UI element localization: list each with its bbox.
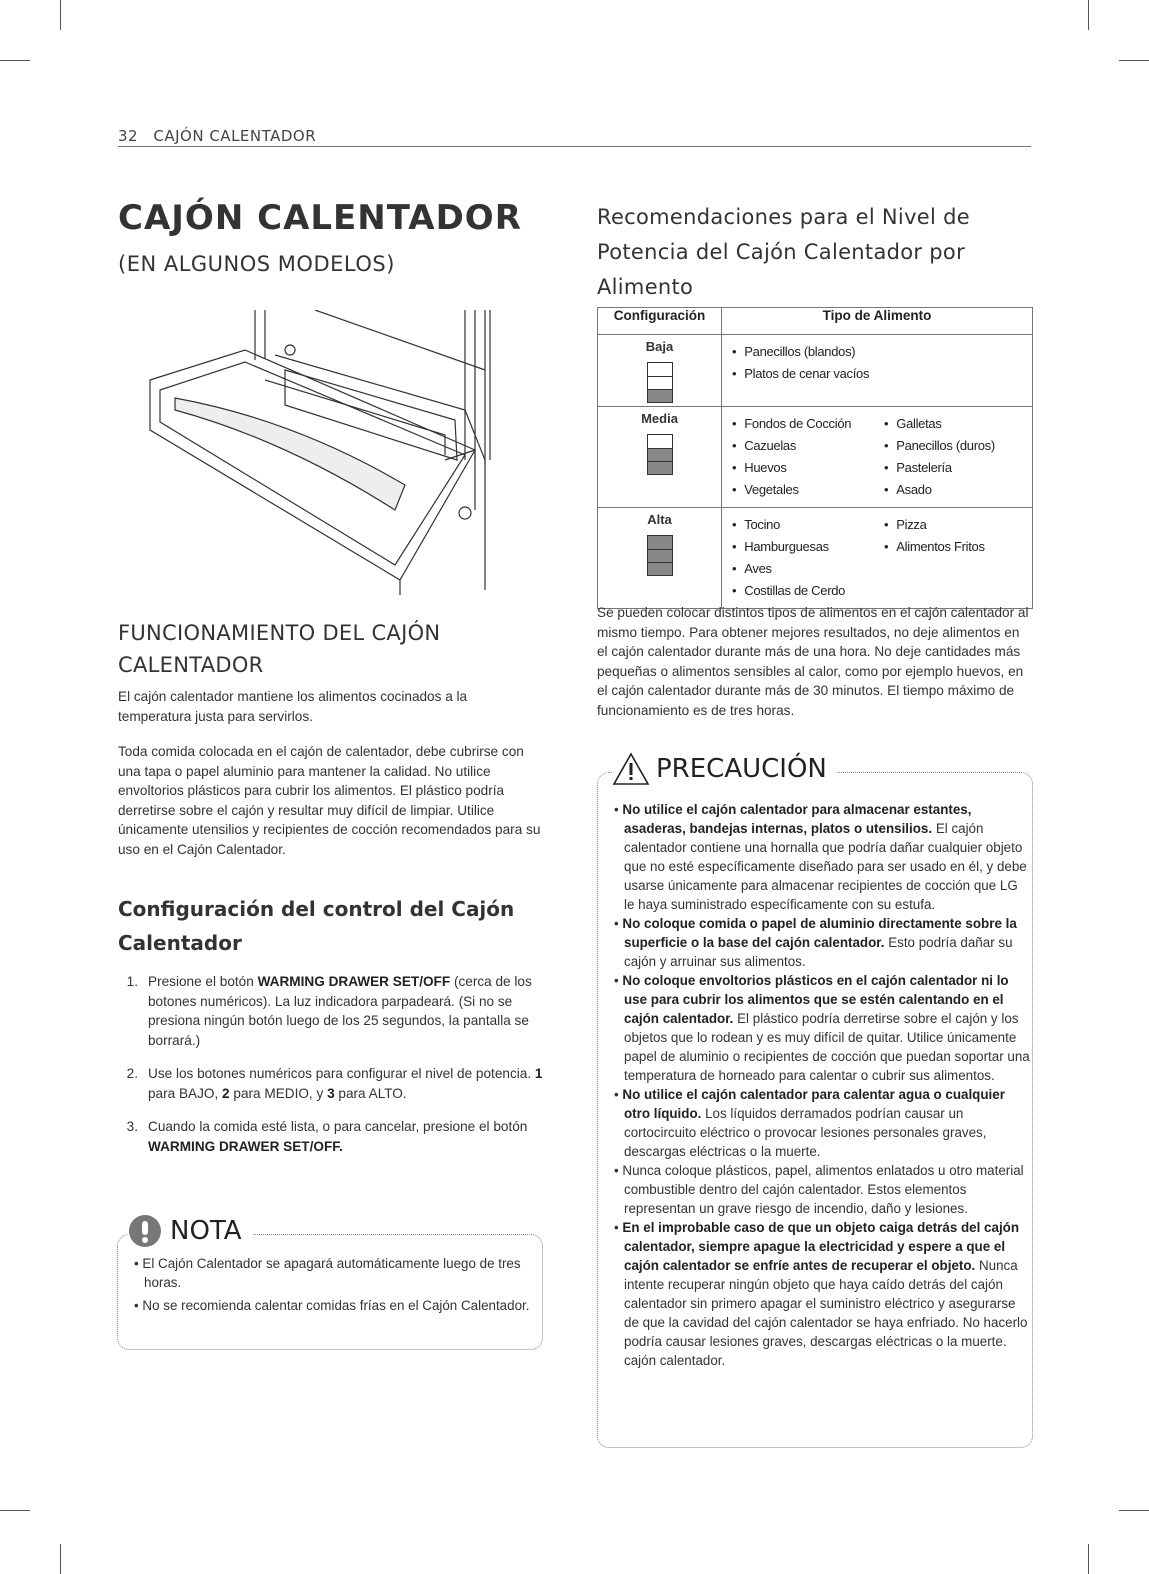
- food-item: • Costillas de Cerdo: [728, 580, 880, 602]
- page-subtitle: (EN ALGUNOS MODELOS): [118, 252, 395, 276]
- page-header: [118, 127, 1031, 147]
- crop-mark: [60, 1544, 61, 1574]
- food-list: [880, 413, 1032, 501]
- power-level-cell: [598, 407, 722, 508]
- precaucion-item-bold: No coloque comida o papel de aluminio directamente sobre la superficie o la base del cajón calentador.: [622, 916, 1017, 950]
- nota-title: NOTA: [170, 1216, 242, 1246]
- food-item: • Pizza: [880, 514, 1032, 536]
- funcionamiento-paragraph-2: Toda comida colocada en el cajón de calentador, debe cubrirse con una tapa o papel aluminio para mantener la calidad. No utilice envoltorios plásticos para cubrir los alimentos. El plástico podría derretirse sobre el cajón y resultar muy difícil de limpiar. Utilice únicamente utensilios y recipientes de cocción recomendados para su uso en el Cajón Calentador.: [118, 744, 541, 857]
- precaucion-list: [612, 800, 1030, 1370]
- precaucion-item-bold: En el improbable caso de que un objeto caiga detrás del cajón calentador, siempre apague la electricidad y espere a que el cajón calentador se enfríe antes de recuperar el objeto.: [622, 1220, 1020, 1273]
- food-item: • Tocino: [728, 514, 880, 536]
- precaucion-item-text: Los líquidos derramados podrían causar un cortocircuito eléctrico o provocar lesiones personales graves, descargas eléctricas o la muerte.: [624, 1106, 987, 1159]
- nota-item: • El Cajón Calentador se apagará automáticamente luego de tres horas.: [132, 1254, 532, 1292]
- food-item: • Alimentos Fritos: [880, 536, 1032, 558]
- crop-mark: [1088, 1544, 1089, 1574]
- power-bar-segment: [648, 536, 672, 549]
- button-name: WARMING DRAWER SET/OFF.: [148, 1138, 343, 1154]
- key-number: 1: [534, 1066, 543, 1081]
- step-text-part: Use los botones numéricos para configurar el nivel de potencia.: [148, 1066, 535, 1081]
- precaucion-item-bold: No coloque envoltorios plásticos en el cajón calentador ni lo use para cubrir los alimentos que se estén calentando en el cajón calentador.: [622, 973, 1009, 1026]
- power-level-label: Alta: [647, 512, 672, 527]
- warming-drawer-illustration: [145, 310, 515, 595]
- food-item: • Cazuelas: [728, 435, 880, 457]
- food-item: • Hamburguesas: [728, 536, 880, 558]
- crop-mark: [60, 0, 61, 30]
- crop-mark: [1119, 1510, 1149, 1511]
- power-bar-segment: [648, 461, 672, 474]
- food-type-cell: [722, 407, 1033, 508]
- food-item: • Huevos: [728, 457, 880, 479]
- exclamation-circle-icon: [128, 1214, 162, 1248]
- food-list: [728, 341, 880, 385]
- table-row: [598, 335, 1033, 407]
- page-title: CAJÓN CALENTADOR: [118, 198, 522, 238]
- precaucion-item-bold: No utilice el cajón calentador para calentar agua o cualquier otro líquido.: [622, 1087, 1005, 1121]
- food-item: • Pastelería: [880, 457, 1032, 479]
- step-number: 3.: [126, 1119, 138, 1134]
- table-row: [598, 508, 1033, 609]
- step-item: [118, 1117, 543, 1156]
- power-bar-segment: [648, 448, 672, 461]
- food-item: • Fondos de Cocción: [728, 413, 880, 435]
- step-text: [148, 972, 543, 1050]
- food-type-cell: [722, 335, 1033, 407]
- nota-list: [132, 1254, 532, 1315]
- step-text: [148, 1117, 543, 1156]
- precaucion-item-text: Nunca intente recuperar ningún objeto que haya caído detrás del cajón calentador sin primero apagar el suministro eléctrico y asegurarse de que la cavidad del cajón calentador se haya enfriado. No hacerlo podría causar lesiones graves, descargas eléctricas o la muerte. cajón calentador.: [624, 1258, 1028, 1368]
- table-row: [598, 407, 1033, 508]
- column-header-configuracion: Configuración: [598, 308, 722, 335]
- power-level-cell: [598, 508, 722, 609]
- food-list: [880, 514, 1032, 602]
- food-list: [728, 514, 880, 602]
- step-text-part: para ALTO.: [334, 1085, 407, 1101]
- precaucion-title-wrap: [612, 752, 837, 786]
- step-text: [148, 1064, 543, 1103]
- food-item: • Asado: [880, 479, 1032, 501]
- precaucion-item: [612, 914, 1030, 971]
- precaucion-item-text: El plástico podría derretirse sobre el cajón y los objetos que lo rodean y es muy difícil de quitar. Utilice únicamente papel de aluminio o recipientes de cocción que puedan soportar una temperatura de horneado para calentar o cubrir sus alimentos.: [624, 1011, 1030, 1083]
- key-number: 3: [327, 1085, 335, 1101]
- column-header-tipo-alimento: Tipo de Alimento: [722, 308, 1033, 335]
- step-number: 2.: [126, 1066, 138, 1081]
- power-level-bars-icon: [647, 535, 673, 576]
- power-bar-segment: [648, 562, 672, 575]
- food-item: • Aves: [728, 558, 880, 580]
- step-text-part: para BAJO,: [148, 1085, 223, 1101]
- food-item: • Galletas: [880, 413, 1032, 435]
- funcionamiento-paragraph-1: El cajón calentador mantiene los alimentos cocinados a la temperatura justa para servirlos.: [118, 689, 468, 724]
- power-bar-segment: [648, 376, 672, 389]
- crop-mark: [0, 60, 30, 61]
- power-level-table: [597, 307, 1033, 609]
- recomendaciones-note: Se pueden colocar distintos tipos de alimentos en el cajón calentador al mismo tiempo. Para obtener mejores resultados, no deje alimentos en el cajón calentador durante más de una hora. No deje cantidades más pequeñas o alimentos sensibles al calor, como por ejemplo huevos, en el cajón calentador durante más de 30 minutos. El tiempo máximo de funcionamiento es de tres horas.: [597, 605, 1029, 718]
- nota-item: • No se recomienda calentar comidas frías en el Cajón Calentador.: [132, 1296, 532, 1315]
- precaucion-item: [612, 1218, 1030, 1370]
- configuracion-heading: Configuración del control del Cajón Calentador: [118, 897, 515, 955]
- precaucion-title: PRECAUCIÓN: [656, 754, 827, 784]
- configuracion-steps: [118, 972, 543, 1170]
- precaucion-item: [612, 1161, 1030, 1218]
- step-text-part: para MEDIO, y: [229, 1085, 328, 1101]
- nota-title-wrap: [128, 1214, 252, 1248]
- crop-mark: [0, 1510, 30, 1511]
- food-item: • Panecillos (duros): [880, 435, 1032, 457]
- food-item: • Vegetales: [728, 479, 880, 501]
- crop-mark: [1088, 0, 1089, 30]
- food-list: [728, 413, 880, 501]
- food-item: • Platos de cenar vacíos: [728, 363, 880, 385]
- step-number: 1.: [126, 974, 138, 989]
- page-number: 32: [118, 127, 139, 145]
- warning-triangle-icon: [612, 752, 650, 786]
- food-list: [880, 341, 1032, 385]
- power-level-label: Baja: [645, 339, 674, 354]
- step-text-part: Cuando la comida esté lista, o para cancelar, presione el botón: [148, 1119, 528, 1134]
- step-text-part: Presione el botón: [148, 974, 258, 989]
- button-name: WARMING DRAWER SET/OFF: [257, 974, 451, 989]
- power-bar-segment: [648, 549, 672, 562]
- step-item: [118, 972, 543, 1050]
- food-type-cell: [722, 508, 1033, 609]
- crop-mark: [1119, 60, 1149, 61]
- power-level-bars-icon: [647, 362, 673, 403]
- power-bar-segment: [648, 435, 672, 448]
- precaucion-item-text: Nunca coloque plásticos, papel, alimentos enlatados u otro material combustible dentro del cajón calentador. Estos elementos representan un grave riesgo de incendio, daño y lesiones.: [622, 1163, 1024, 1216]
- key-number: 2: [222, 1085, 230, 1101]
- power-level-label: Media: [641, 411, 678, 426]
- section-name: CAJÓN CALENTADOR: [153, 127, 317, 145]
- power-level-cell: [598, 335, 722, 407]
- power-level-bars-icon: [647, 434, 673, 475]
- step-text-part: (cerca de los botones numéricos). La luz indicadora parpadeará. (Si no se presiona ningún botón luego de los 25 segundos, la pantalla se borrará.): [148, 974, 532, 1048]
- precaucion-item: [612, 800, 1030, 914]
- precaucion-item-text: Esto podría dañar su cajón y arruinar sus alimentos.: [624, 935, 1013, 969]
- step-item: [118, 1064, 543, 1103]
- power-bar-segment: [648, 389, 672, 402]
- food-item: • Panecillos (blandos): [728, 341, 880, 363]
- power-bar-segment: [648, 363, 672, 376]
- funcionamiento-heading: FUNCIONAMIENTO DEL CAJÓN CALENTADOR: [118, 621, 441, 677]
- precaucion-item-bold: No utilice el cajón calentador para almacenar estantes, asaderas, bandejas internas, platos o utensilios.: [622, 802, 972, 836]
- precaucion-item: [612, 971, 1030, 1085]
- recomendaciones-heading: Recomendaciones para el Nivel de Potencia del Cajón Calentador por Alimento: [597, 205, 970, 299]
- precaucion-item-text: El cajón calentador contiene una hornalla que podría dañar cualquier objeto que no esté específicamente diseñado para ser usado en él, y debe usarse únicamente para almacenar recipientes de cocción que LG le haya suministrado específicamente con su estufa.: [624, 821, 1027, 912]
- precaucion-item: [612, 1085, 1030, 1161]
